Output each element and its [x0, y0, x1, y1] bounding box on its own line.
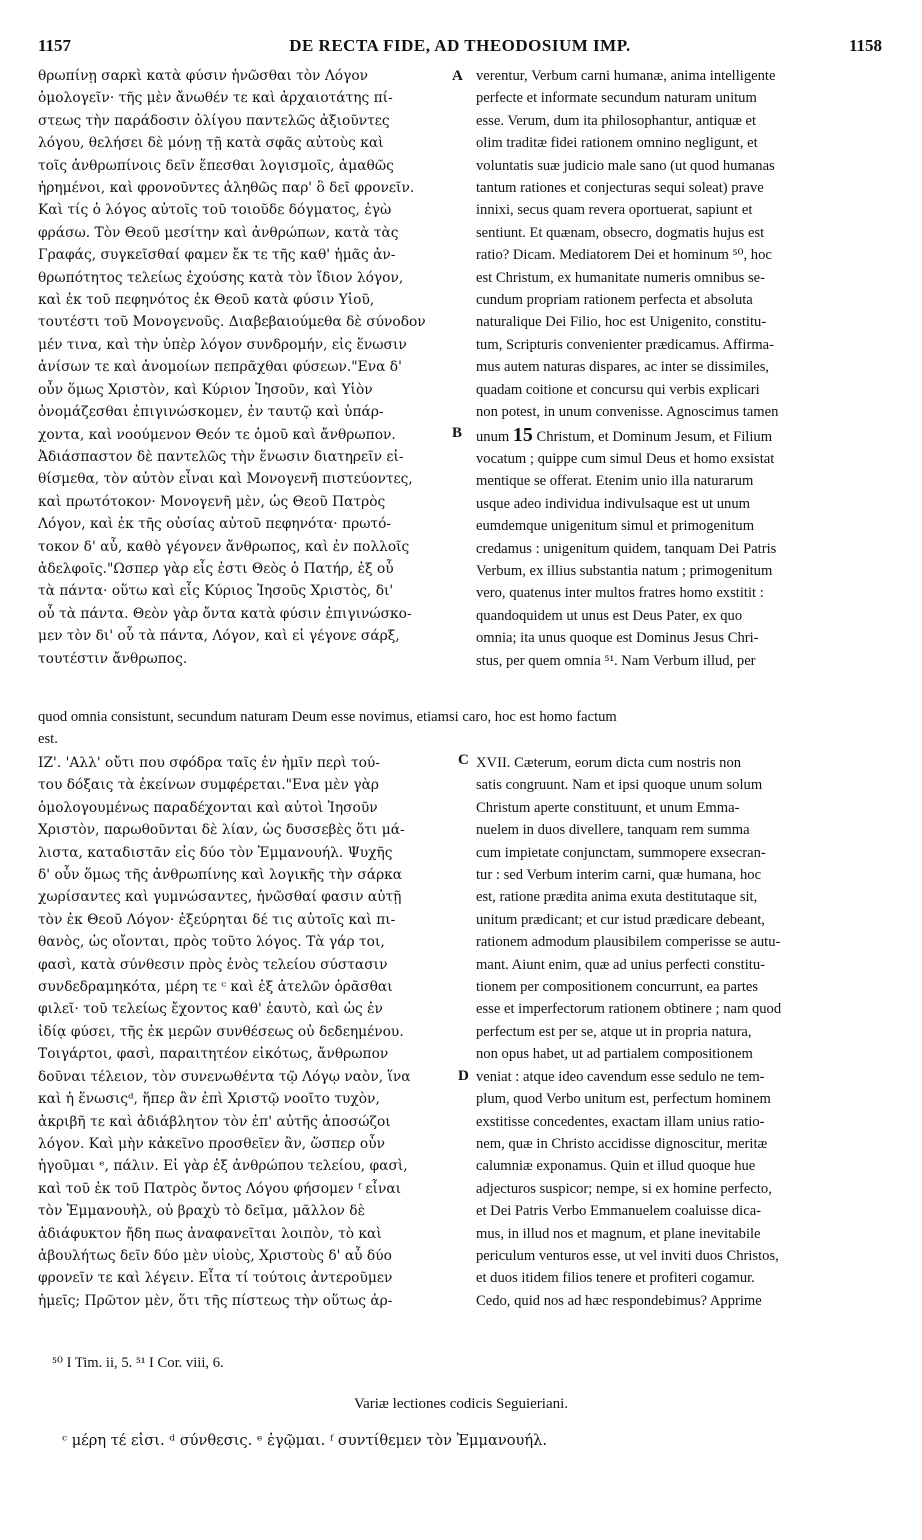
- latin-text-line: vero, quatenus inter multos fratres homo exstitit :: [476, 585, 764, 602]
- latin-text-line: mant. Aiunt enim, quæ ad unius perfecti constitu-: [476, 956, 765, 973]
- greek-text-line: καὶ ἐκ τοῦ πεφηνότος ἐκ Θεοῦ κατὰ φύσιν Υἱοῦ,: [38, 292, 375, 309]
- greek-text-line: ἰδίᾳ φύσει, τῆς ἐκ μερῶν συνθέσεως οὐ δεδεημένου.: [38, 1023, 404, 1040]
- latin-text-line: esse. Verum, dum ita philosophantur, antiquæ et: [476, 112, 757, 129]
- greek-text-line: του δόξαις τὰ ἐκείνων συμφέρεται."Ενα μὲν γὰρ: [38, 777, 380, 794]
- latin-text-line: innixi, secus quam revera oportuerat, sapiunt et: [476, 202, 753, 219]
- latin-text-line: mus autem naturas dispares, ac inter se dissimiles,: [476, 359, 770, 376]
- latin-text-line: quadam coitione et concursu qui verbis explicari: [476, 381, 760, 398]
- latin-text-fragment: unum: [476, 428, 513, 445]
- running-title: DE RECTA FIDE, AD THEODOSIUM IMP.: [289, 36, 631, 55]
- greek-text-line: θρωπότητος τελείως ἐχούσης κατὰ τὸν ἴδιον λόγον,: [38, 269, 404, 286]
- latin-text-line: periculum venturos esse, ut vel inviti duos Christos,: [476, 1247, 779, 1264]
- latin-text-line: vocatum ; quippe cum simul Deus et homo exsistat: [476, 450, 775, 467]
- full-width-line: [38, 706, 888, 751]
- latin-text-line: perfectum est per se, atque ut in propria natura,: [476, 1023, 752, 1040]
- latin-text-line: olim traditæ fidei rationem omnino negligunt, et: [476, 135, 758, 152]
- latin-text-line: est, ratione prædita anima exuta destitutaque sit,: [476, 889, 758, 906]
- greek-text-line: Ἀδιάσπαστον δὲ παντελῶς τὴν ἕνωσιν διατηρεῖν εἰ-: [38, 448, 404, 465]
- greek-text-line: ὁμολογουμένως παραδέχονται καὶ αὐτοὶ Ἰησοῦν: [38, 799, 378, 816]
- greek-text-line: ΙΖ'. 'Αλλ' οὔτι που σφόδρα ταῖς ἐν ἡμῖν περὶ τού-: [38, 755, 380, 771]
- greek-text-line: χοντα, καὶ νοούμενον Θεόν τε ὁμοῦ καὶ ἄνθρωπον.: [38, 426, 396, 443]
- latin-text-line: rationem admodum plausibilem comperisse se autu-: [476, 934, 781, 951]
- greek-text-line: καὶ πρωτότοκον· Μονογενῆ μὲν, ὡς Θεοῦ Πατρὸς: [38, 493, 386, 510]
- latin-text-line: [476, 424, 888, 448]
- greek-text-line: Τοιγάρτοι, φασὶ, παραιτητέον εἰκότως, ἄνθρωπον: [38, 1046, 389, 1063]
- text-line: quod omnia consistunt, secundum naturam Deum esse novimus, etiamsi caro, hoc est homo factum: [38, 709, 617, 725]
- greek-text-line: μέν τινα, καὶ τὴν ὑπὲρ λόγον συνδρομήν, εἰς ἕνωσιν: [38, 336, 407, 353]
- latin-text-line: tum, Scripturis convenienter prædicamus. Affirma-: [476, 336, 775, 353]
- latin-text-line: et duos itidem filios tenere et profiteri cogamur.: [476, 1270, 755, 1287]
- greek-text-line: καὶ ἡ ἕνωσιςᵈ, ἥπερ ἂν ἐπὶ Χριστῷ νοοῖτο τυχὸν,: [38, 1091, 380, 1108]
- latin-text-line: credamus : unigenitum quidem, tanquam Dei Patris: [476, 540, 777, 557]
- greek-text-line: οὖν ὅμως Χριστὸν, καὶ Κύριον Ἰησοῦν, καὶ Υἱὸν: [38, 381, 373, 398]
- latin-text-line: et Dei Patris Verbo Emmanuelem coaluisse dica-: [476, 1203, 762, 1220]
- latin-text-line: mus, in illud nos et magnum, et plane inevitabile: [476, 1225, 761, 1242]
- latin-text-line: esse et imperfectorum rationem obtinere ; nam quod: [476, 1001, 782, 1018]
- latin-text-line: mentique se offerat. Etenim unio illa naturarum: [476, 473, 754, 490]
- greek-text-line: ἀνίσων τε καὶ ἀνομοίων πεπρᾶχθαι φύσεων."Ενα δ': [38, 359, 402, 376]
- latin-text-line: tionem per compositionem concurrunt, ea partes: [476, 979, 759, 996]
- greek-column-bottom: [38, 752, 456, 1312]
- latin-text-line: exstitisse concedentes, exactam illam unius ratio-: [476, 1113, 765, 1130]
- greek-text-line: φράσω. Τὸν Θεοῦ μεσίτην καὶ ἀνθρώπων, κατὰ τὰς: [38, 224, 399, 241]
- latin-text-line: tantum rationes et conjecturas sequi soleat) prave: [476, 180, 764, 197]
- latin-text-line: calumniæ exponamus. Quin et illud quoque hue: [476, 1158, 756, 1175]
- greek-column-top: [38, 65, 456, 670]
- latin-text-line: satis congruunt. Nam et ipsi quoque unum solum: [476, 777, 763, 794]
- greek-text-line: θρωπίνῃ σαρκὶ κατὰ φύσιν ἡνῶσθαι τὸν Λόγον: [38, 68, 369, 84]
- greek-text-line: ἀκριβῆ τε καὶ ἀδιάβλητον τὸν ἐπ' αὐτῆς ἀποσώζοι: [38, 1113, 391, 1130]
- footnotes: ⁵⁰ I Tim. ii, 5. ⁵¹ I Cor. viii, 6.: [52, 1355, 224, 1371]
- greek-text-line: ἀδελφοῖς."Ωσπερ γὰρ εἷς ἐστι Θεὸς ὁ Πατήρ, ἐξ οὗ: [38, 560, 394, 577]
- greek-text-line: τουτέστιν ἄνθρωπος.: [38, 650, 188, 667]
- greek-text-line: δ' οὖν ὅμως τῆς ἀνθρωπίνης καὶ λογικῆς τὴν σάρκα: [38, 867, 403, 884]
- greek-text-line: συνδεδραμηκότα, μέρη τε ᶜ καὶ ἐξ ἀτελῶν ὁρᾶσθαι: [38, 979, 393, 996]
- greek-text-line: θίσμεθα, τὸν αὐτὸν εἶναι καὶ Μονογενῆ πιστεύοντες,: [38, 471, 413, 488]
- greek-text-line: ὀνομάζεσθαι ἐπιγινώσκομεν, ἐν ταυτῷ καὶ ὑπάρ-: [38, 404, 384, 421]
- latin-text-line: nem, quæ in Christo accidisse dignoscitur, meritæ: [476, 1135, 768, 1152]
- greek-text-line: Χριστὸν, παρωθοῦνται δὲ λίαν, ὡς δυσσεβὲς ὅτι μά-: [38, 822, 405, 839]
- variae-lectiones-title: Variæ lectiones codicis Seguieriani.: [353, 1396, 569, 1412]
- greek-text-line: τουτέστι τοῦ Μονογενοῦς. Διαβεβαιούμεθα δὲ σύνοδον: [38, 314, 426, 331]
- greek-text-line: λόγου, θελήσει δὲ μόνῃ τῇ κατὰ σφᾶς αὐτοὺς καὶ: [38, 135, 384, 152]
- greek-text-line: τὰ πάντα· οὕτω καὶ εἷς Κύριος Ἰησοῦς Χριστὸς, δι': [38, 583, 394, 600]
- greek-text-line: θανὸς, ὡς οἴονται, πρὸς τοῦτο λόγος. Τὰ γάρ τοι,: [38, 934, 385, 951]
- greek-text-line: λιστα, καταδιστᾶν εἰς δύο τὸν Ἐμμανουήλ. Ψυχῆς: [38, 844, 393, 861]
- greek-text-line: ἡγοῦμαι ᵉ, πάλιν. Εἰ γὰρ ἐξ ἀνθρώπου τελείου, φασὶ,: [38, 1158, 408, 1175]
- latin-text-line: Christum aperte constituunt, et unum Emma-: [476, 799, 740, 816]
- left-page-number: 1157: [38, 36, 72, 55]
- latin-text-fragment: Christum, et Dominum Jesum, et Filium: [532, 428, 773, 445]
- greek-text-line: χωρίσαντες καὶ γυμνώσαντες, ἡνῶσθαί φασιν αὐτῇ: [38, 889, 402, 906]
- text-line: est.: [38, 731, 58, 748]
- latin-text-line: ratio? Dicam. Mediatorem Dei et hominum ⁵⁰, hoc: [476, 247, 772, 264]
- latin-text-line: adjecturos suspicor; nempe, si ex homine perfecto,: [476, 1180, 772, 1197]
- latin-text-line: perfecte et informate secundum naturam unitum: [476, 90, 757, 107]
- latin-text-line: usque adeo individua indivulsaque est ut unum: [476, 495, 750, 512]
- latin-text-line: non opus habet, ut ad partialem compositionem: [476, 1046, 753, 1063]
- latin-column-top: [476, 65, 888, 672]
- latin-text-line: Cedo, quid nos ad hæc respondebimus? Apprime: [476, 1292, 762, 1309]
- latin-text-line: cundum propriam rationem perfecta et absoluta: [476, 292, 753, 309]
- greek-text-line: δοῦναι τέλειον, τὸν συνενωθέντα τῷ Λόγῳ ναὸν, ἵνα: [38, 1068, 411, 1085]
- latin-text-line: voluntatis suæ judicio male sano (ut quod humanas: [476, 157, 775, 174]
- greek-text-line: τοκον δ' αὖ, καθὸ γέγονεν ἄνθρωπος, καὶ ἐν πολλοῖς: [38, 538, 410, 555]
- latin-text-line: Verbum, ex illius substantia natum ; primogenitum: [476, 562, 773, 579]
- greek-text-line: Καὶ τίς ὁ λόγος αὐτοῖς τοῦ τοιοῦδε δόγματος, ἐγὼ: [38, 202, 392, 219]
- latin-text-line: veniat : atque ideo cavendum esse sedulo ne tem-: [476, 1068, 765, 1085]
- latin-text-line: tur : sed Verbum interim carni, quæ humana, hoc: [476, 867, 762, 884]
- greek-text-line: ἀδιάφυκτον ἤδη πως ἀναφανεῖται λοιπὸν, τὸ καὶ: [38, 1225, 382, 1242]
- latin-text-line: nuelem in duos divellere, tanquam rem summa: [476, 822, 750, 839]
- greek-text-line: φιλεῖ· τοῦ τελείως ἔχοντος καθ' ἑαυτὸ, καὶ ὡς ἐν: [38, 1001, 383, 1018]
- latin-text-line: naturalique Dei Filio, hoc est Unigenito, constitu-: [476, 314, 767, 331]
- greek-text-line: ἡμεῖς; Πρῶτον μὲν, ὅτι τῆς πίστεως τὴν οὕτως ἀρ-: [38, 1292, 393, 1309]
- greek-text-line: καὶ τοῦ ἐκ τοῦ Πατρὸς ὄντος Λόγου φήσομεν ᶠ εἶναι: [38, 1180, 402, 1197]
- latin-text-line: non potest, in unum convenisse. Agnoscimus tamen: [476, 404, 779, 421]
- latin-text-line: XVII. Cæterum, eorum dicta cum nostris non: [476, 755, 742, 771]
- latin-text-line: est Christum, ex humanitate numeris omnibus se-: [476, 269, 765, 286]
- variae-lectiones: ᶜ μέρη τέ εἰσι. ᵈ σύνθεσις. ᵉ ἐγῷμαι. ᶠ συντίθεμεν τὸν Ἐμμανουήλ.: [62, 1432, 548, 1449]
- greek-text-line: μεν τὸν δι' οὗ τὰ πάντα, Λόγον, καὶ εἰ γέγονε σάρξ,: [38, 628, 400, 645]
- latin-text-line: stus, per quem omnia ⁵¹. Nam Verbum illud, per: [476, 652, 756, 669]
- latin-column-bottom: [476, 752, 888, 1312]
- greek-text-line: οὗ τὰ πάντα. Θεὸν γὰρ ὄντα κατὰ φύσιν ἐπιγινώσκο-: [38, 605, 412, 622]
- greek-text-line: ἀβουλήτως δεῖν δύο μὲν υἱοὺς, Χριστοὺς δ' αὖ δύο: [38, 1247, 392, 1264]
- latin-text-line: plum, quod Verbo unitum est, perfectum hominem: [476, 1091, 771, 1108]
- latin-text-line: verentur, Verbum carni humanæ, anima intelligente: [476, 68, 776, 84]
- greek-text-line: τοῖς ἀνθρωπίνοις δεῖν ἕπεσθαι λογισμοῖς, ἀμαθῶς: [38, 157, 394, 174]
- latin-text-line: unitum prædicant; et cur istud prædicare debeant,: [476, 911, 765, 928]
- margin-marker-d: D: [458, 1068, 469, 1084]
- latin-text-line: omnia; ita unus quoque est Dominus Jesus Chri-: [476, 630, 759, 647]
- latin-text-line: quandoquidem ut unus est Deus Pater, ex quo: [476, 607, 743, 624]
- margin-marker-c: C: [458, 752, 469, 768]
- margin-marker-a: A: [452, 68, 463, 84]
- greek-text-line: λόγον. Καὶ μὴν κἀκεῖνο προσθεῖεν ἂν, ὥσπερ οὖν: [38, 1135, 386, 1152]
- greek-text-line: ὁμολογεῖν· τῆς μὲν ἄνωθέν τε καὶ ἀρχαιοτάτης πί-: [38, 90, 393, 107]
- greek-text-line: φρονεῖν τε καὶ λέγειν. Εἶτα τί τούτοις ἀντεροῦμεν: [38, 1270, 393, 1287]
- running-header: [38, 36, 882, 58]
- greek-text-line: ἠρημένοι, καὶ φρονοῦντες ἀληθῶς παρ' ὃ δεῖ φρονεῖν.: [38, 180, 415, 197]
- right-page-number: 1158: [848, 36, 882, 55]
- greek-text-line: φασὶ, κατὰ σύνθεσιν πρὸς ἑνὸς τελείου σύστασιν: [38, 956, 388, 973]
- latin-text-line: cum impietate conjunctam, summopere exsecran-: [476, 844, 766, 861]
- margin-marker-b: B: [452, 425, 463, 441]
- greek-text-line: Γραφάς, συγκεῖσθαί φαμεν ἔκ τε τῆς καθ' ἡμᾶς ἀν-: [38, 247, 396, 264]
- greek-text-line: τὸν Ἐμμανουὴλ, οὐ βραχὺ τὸ δεῖμα, μᾶλλον δὲ: [38, 1203, 366, 1220]
- greek-text-line: τὸν ἐκ Θεοῦ Λόγον· ἐξεύρηται δέ τις αὐτοῖς καὶ πι-: [38, 911, 396, 928]
- latin-text-line: sentiunt. Et quænam, obsecro, dogmatis hujus est: [476, 224, 765, 241]
- greek-text-line: στεως τὴν παράδοσιν ὀλίγου παντελῶς ἀξιοῦντες: [38, 112, 390, 129]
- column-number: 15: [512, 423, 533, 446]
- latin-text-line: eumdemque unigenitum simul et primogenitum: [476, 518, 755, 535]
- greek-text-line: Λόγον, καὶ ἐκ τῆς οὐσίας αὐτοῦ πεφηνότα· πρωτό-: [38, 516, 392, 533]
